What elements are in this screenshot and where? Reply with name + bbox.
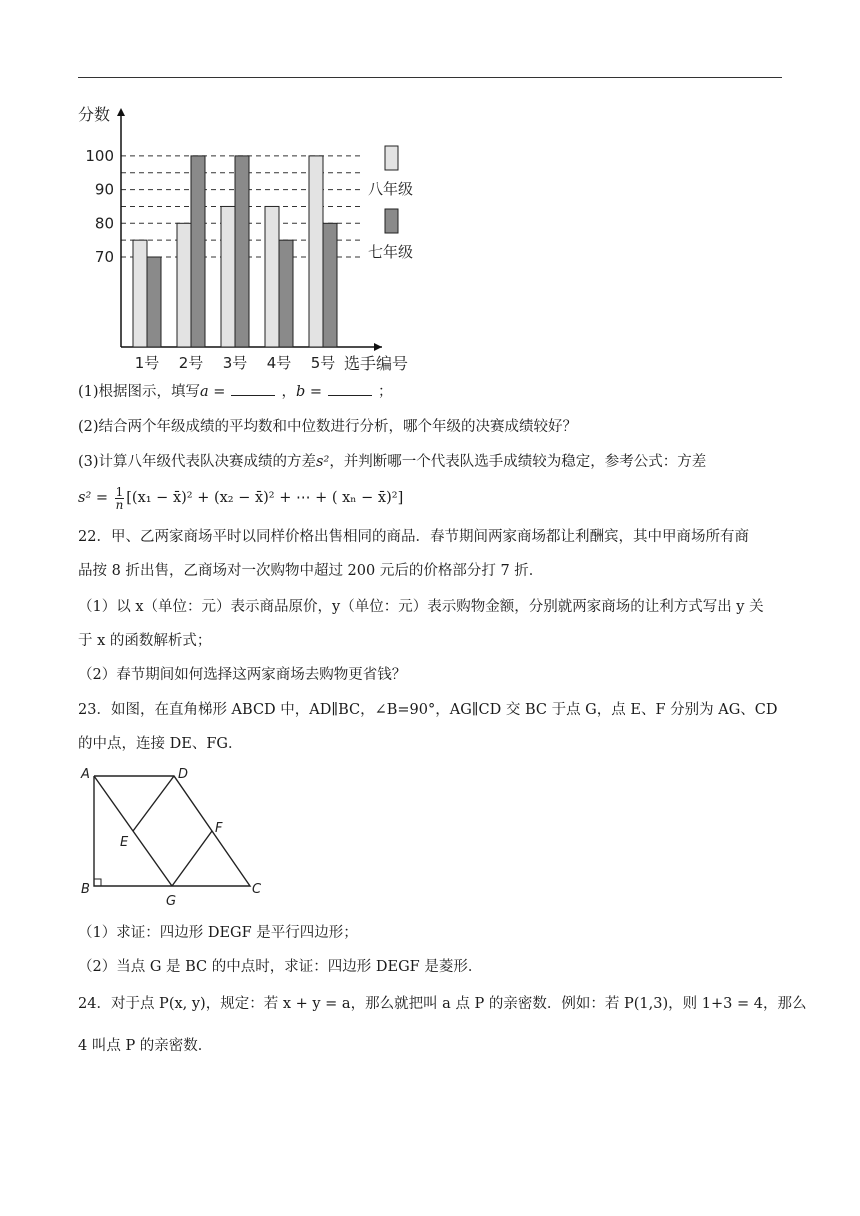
label-e: E [120,835,129,850]
legend-swatch [385,209,398,233]
segment-gf [172,831,212,886]
q22-line3: （1）以 x（单位：元）表示商品原价，y（单位：元）表示购物金额，分别就两家商场的让利方式写出 y 关 [78,599,764,615]
q22-line5: （2）春节期间如何选择这两家商场去购物更省钱？ [78,667,407,683]
legend-swatch [385,146,398,170]
y-axis-label: 分数 [78,105,111,124]
q21-part1: (1)根据图示，填写a = ，b = ； [78,384,393,400]
label-f: F [215,821,223,836]
x-tick-label: 4号 [266,354,292,372]
x-tick-label: 2号 [178,354,204,372]
q24-line1: 24．对于点 P(x, y)，规定：若 x + y = a，那么就把叫 a 点 P 的亲密数．例如：若 P(1,3)，则 1+3 = 4，那么 [78,996,807,1012]
bar [235,156,249,347]
y-tick-label: 90 [94,180,114,199]
q24-line2: 4 叫点 P 的亲密数． [78,1038,213,1054]
bar-chart [70,96,430,381]
label-c: C [252,882,262,897]
y-tick-label: 70 [94,248,114,266]
q23-line2: 的中点，连接 DE、FG． [78,736,243,752]
legend-label: 八年级 [368,180,414,198]
x-axis-label: 选手编号 [344,354,409,373]
right-angle-mark [94,879,101,886]
q22-line1: 22．甲、乙两家商场平时以同样价格出售相同的商品．春节期间两家商场都让利酬宾，其中甲商场所有商 [78,529,749,545]
bar [147,257,161,347]
segment-de [133,776,174,831]
bar [309,156,323,347]
x-tick-label: 3号 [222,354,248,372]
q21-part2: (2)结合两个年级成绩的平均数和中位数进行分析，哪个年级的决赛成绩较好？ [78,419,578,435]
trapezoid-outline [94,776,250,886]
q22-line2: 品按 8 折出售，乙商场对一次购物中超过 200 元后的价格部分打 7 折． [78,563,544,579]
blank-a[interactable] [231,383,275,396]
q23-line1: 23．如图，在直角梯形 ABCD 中，AD∥BC，∠B=90°，AG∥CD 交 BC 于点 G，点 E、F 分别为 AG、CD [78,702,778,718]
blank-b[interactable] [328,383,372,396]
bar [221,206,235,347]
x-tick-label: 5号 [310,354,336,372]
trapezoid-figure [78,760,278,910]
y-axis-arrow [117,108,125,116]
bar [265,206,279,347]
fraction: $\frac{1}{n}$ [115,484,124,512]
legend-label: 七年级 [368,243,414,261]
bar [177,223,191,347]
header-rule [78,77,782,78]
label-b: B [81,882,90,897]
x-tick-label: 1号 [134,354,160,372]
bar [133,240,147,347]
q21-part3: (3)计算八年级代表队决赛成绩的方差s²，并判断哪一个代表队选手成绩较为稳定，参考公式：方差 [78,454,707,470]
bar [323,223,337,347]
q23-part2: （2）当点 G 是 BC 的中点时，求证：四边形 DEGF 是菱形． [78,959,483,975]
label-d: D [178,767,189,782]
x-axis-arrow [374,343,382,351]
q22-line4: 于 x 的函数解析式； [78,633,212,649]
variance-formula: s² = $\frac{1}{n}$ [(x₁ − x̄)² + (x₂ − x̄)² + ⋯ + ( xₙ − x̄)²] [78,484,404,512]
y-tick-label: 80 [94,214,114,233]
y-tick-label: 100 [85,146,114,165]
bar [279,240,293,347]
bar [191,156,205,347]
label-a: A [81,767,90,782]
q23-part1: （1）求证：四边形 DEGF 是平行四边形； [78,925,358,941]
label-g: G [166,894,177,909]
